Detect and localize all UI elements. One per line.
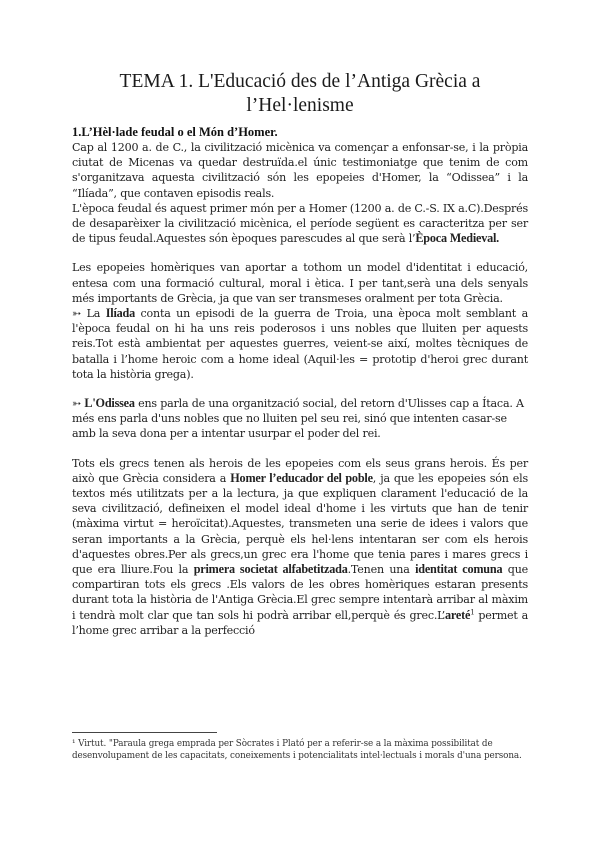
paragraph-odissea [72, 396, 528, 442]
text-fragment: Tots els grecs tenen als herois de les epopeies com els seus grans herois. És per això que Grècia considera a [72, 456, 528, 485]
paragraph-iliada [72, 306, 528, 382]
section-heading: 1.L’Hèl·lade feudal o el Món d’Homer. [72, 125, 278, 139]
text-fragment: que compartiran tots els grecs .Els valors de les obres homèriques estaran presents durant tota la història de l'Antiga Grècia.El grec sempre intentarà arribar al màxim i tendrà molt clar que tan sols hi podrà arribar ell,perquè és grec.L’ [72, 563, 529, 622]
text-fragment: .Tenen una [347, 563, 416, 577]
bold-epoca-medieval: Època Medieval. [415, 231, 500, 246]
bold-odissea: L'Odissea [84, 396, 135, 411]
paragraph-feudal-text: L'època feudal és aquest primer món per a Homer (1200 a. de C.-S. IX a.C).Després de desaparèixer la civilització micènica, el període següent es caracteritza per ser de tipus feudal.Aquestes són èpoques parescudes al que serà l’ [72, 201, 528, 246]
paragraph-herois [72, 456, 528, 638]
text-fragment: , ja que les epopeies són els textos més utilitzats per a la lectura, ja que expliquen clarament l'educació de la seva civilització, defineixen el model ideal d'home i les virtuts que han de tenir (màxima virtut = heroïcitat).Aquestes, transmeten una serie de idees i valors que seran importants a la Grècia, perquè els hel·lens intentaran ser com els herois d'aquestes obres.Per als grecs,un grec era l'home que tenia pares i mares grecs i que era lliure.Fou la [72, 471, 528, 577]
text-fragment: permet a l’home grec arribar a la perfecció [72, 608, 528, 637]
paragraph-intro: Cap al 1200 a. de C., la civilització micènica va començar a enfonsar-se, i la pròpia ciutat de Micenas va quedar destruïda.el únic testimoniatge que tenim de com s'organitzava aquesta civilització són les epopeies d'Homer, la “Odissea” i la “Ilíada”, que contaven episodis reals. [72, 141, 528, 200]
arrow-bullet: ➳ [72, 397, 85, 411]
page-body [72, 70, 528, 638]
bold-iliada: Ilíada [105, 306, 136, 321]
paragraph-iliada-text: conta un episodi de la guerra de Troia, una època molt semblant a l'època feudal on hi ha uns reis poderosos i uns nobles que lluiten per aquests reis.Tot està ambientat per aquestes guerres, veient-se així, moltes tècniques de batalla i l’home heroic com a home ideal (Aquil·les = prototip d'heroi grec durant tota la història grega). [72, 307, 528, 381]
bold-primera-societat: primera societat alfabetitzada [193, 562, 348, 577]
page-title: TEMA 1. L'Educació des de l’Antiga Grècia a l’Hel·lenisme [119, 71, 481, 116]
paragraph-feudal [72, 201, 528, 247]
arrow-bullet: ➳ La [72, 307, 106, 321]
paragraph-epopeies: Les epopeies homèriques van aportar a tothom un model d'identitat i educació, entesa com una formació cultural, moral i ètica. I per tant,serà una dels senyals més importants de Grècia, ja que van ser transmeses oralment per tota Grècia. [72, 261, 528, 305]
paragraph-odissea-text: ens parla de una organització social, del retorn d'Ulisses cap a Ítaca. A més ens parla d'uns nobles que no lluiten pel seu rei, sinó que intenten casar-se amb la seva dona per a intentar usurpar el poder del rei. [72, 397, 524, 441]
footnote: ¹ Virtut. "Paraula grega emprada per Sòcrates i Plató per a referir-se a la màxima possibilitat de desenvolupament de les capacitats, coneixements i potencialitats intel·lectuals i morals d'una persona. [72, 739, 522, 761]
bold-homer-educador: Homer l’educador del poble [230, 470, 373, 485]
bold-arete: areté [445, 607, 471, 622]
bold-identitat-comuna: identitat comuna [415, 562, 503, 577]
footnote-divider [72, 732, 217, 733]
footnote-ref[interactable]: 1 [470, 608, 475, 616]
